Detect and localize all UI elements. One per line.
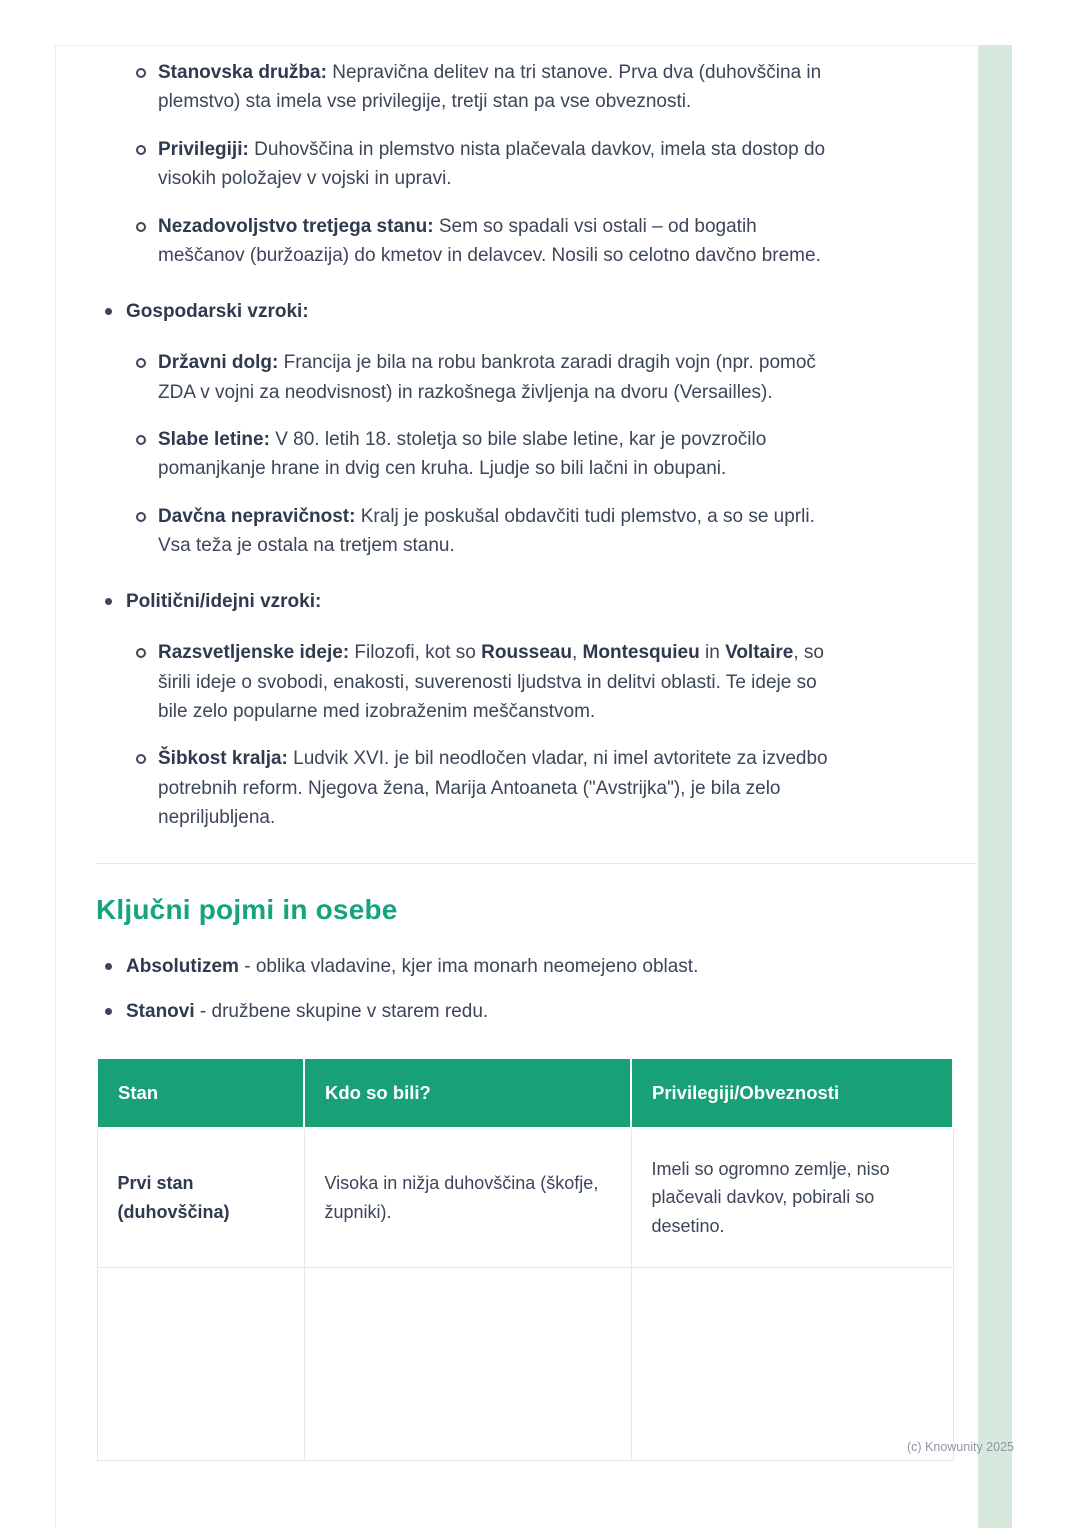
definition-item bbox=[96, 997, 831, 1026]
circle-bullet-icon bbox=[136, 68, 146, 78]
list-item-text: Nezadovoljstvo tretjega stanu: Sem so spadali vsi ostali – od bogatih meščanov (buržoazija) do kmetov in delavcev. Nosili so celotno davčno breme. bbox=[158, 215, 821, 267]
disc-bullet-icon bbox=[105, 598, 112, 605]
footer-credit: (c) Knowunity 2025 bbox=[906, 1440, 1014, 1454]
disc-bullet-icon bbox=[105, 963, 112, 970]
circle-bullet-icon bbox=[136, 145, 146, 155]
circle-bullet-icon bbox=[136, 222, 146, 232]
list-item bbox=[96, 425, 831, 484]
table-header-row bbox=[97, 1058, 953, 1128]
table-row bbox=[97, 1128, 953, 1268]
section-title-text: Gospodarski vzroki: bbox=[126, 300, 309, 322]
section-heading: Ključni pojmi in osebe bbox=[96, 893, 398, 925]
page-content bbox=[56, 46, 977, 1461]
section-title-item bbox=[96, 297, 831, 326]
table-cell-stan: Prvi stan (duhovščina) bbox=[97, 1128, 304, 1268]
list-item-text: Davčna nepravičnost: Kralj je poskušal obdavčiti tudi plemstvo, a so se uprli. Vsa teža je ostala na tretjem stanu. bbox=[158, 505, 815, 557]
accent-stripe bbox=[978, 45, 1012, 1528]
table-cell-privilegiji: Imeli so ogromno zemlje, niso plačevali davkov, pobirali so desetino. bbox=[631, 1128, 953, 1268]
list-item bbox=[96, 502, 831, 561]
list-item-text: Razsvetljenske ideje: Filozofi, kot so Rousseau, Montesquieu in Voltaire, so širili ideje o svobodi, enakosti, suverenosti ljudstva in delitvi oblasti. Te ideje so bile zelo popularne med izobraženim meščanstvom. bbox=[158, 642, 824, 722]
table-row-partial bbox=[97, 1268, 953, 1461]
circle-bullet-icon bbox=[136, 648, 146, 658]
list-item bbox=[96, 135, 831, 194]
list-item-text: Slabe letine: V 80. letih 18. stoletja so bile slabe letine, kar je povzročilo pomanjkanje hrane in dvig cen kruha. Ljudje so bili lačni in obupani. bbox=[158, 428, 767, 480]
table-header-privilegiji: Privilegiji/Obveznosti bbox=[631, 1058, 953, 1128]
table-cell-empty bbox=[97, 1268, 304, 1461]
estates-table bbox=[96, 1057, 954, 1461]
section-title-text: Politični/idejni vzroki: bbox=[126, 590, 322, 612]
circle-bullet-icon bbox=[136, 435, 146, 445]
divider bbox=[96, 863, 976, 864]
section-title-item bbox=[96, 587, 831, 616]
table-cell-empty bbox=[304, 1268, 631, 1461]
list-item bbox=[96, 638, 831, 726]
list-item-text: Stanovska družba: Nepravična delitev na tri stanove. Prva dva (duhovščina in plemstvo) sta imela vse privilegije, tretji stan pa vse obveznosti. bbox=[158, 62, 822, 113]
disc-bullet-icon bbox=[105, 308, 112, 315]
list-item bbox=[96, 348, 831, 407]
definition-item bbox=[96, 952, 831, 981]
table-header-kdo: Kdo so bili? bbox=[304, 1058, 631, 1128]
list-item bbox=[96, 212, 831, 271]
circle-bullet-icon bbox=[136, 754, 146, 764]
list-item bbox=[96, 58, 831, 117]
circle-bullet-icon bbox=[136, 512, 146, 522]
list-item bbox=[96, 744, 831, 832]
disc-bullet-icon bbox=[105, 1008, 112, 1015]
list-item-text: Šibkost kralja: Ludvik XVI. je bil neodločen vladar, ni imel avtoritete za izvedbo potrebnih reform. Njegova žena, Marija Antoaneta ("Avstrijka"), je bila zelo nepriljubljena. bbox=[158, 748, 828, 829]
definition-text: Absolutizem - oblika vladavine, kjer ima monarh neomejeno oblast. bbox=[126, 955, 699, 977]
list-item-text: Državni dolg: Francija je bila na robu bankrota zaradi dragih vojn (npr. pomoč ZDA v vojni za neodvisnost) in razkošnega življenja na dvoru (Versailles). bbox=[158, 352, 816, 403]
page-card bbox=[55, 45, 977, 1528]
circle-bullet-icon bbox=[136, 358, 146, 368]
list-item-text: Privilegiji: Duhovščina in plemstvo nista plačevala davkov, imela sta dostop do visokih položajev v vojski in upravi. bbox=[158, 138, 826, 190]
table-cell-empty bbox=[631, 1268, 953, 1461]
definition-text: Stanovi - družbene skupine v starem redu. bbox=[126, 1001, 489, 1023]
table-cell-kdo: Visoka in nižja duhovščina (škofje, župniki). bbox=[304, 1128, 631, 1268]
table-header-stan: Stan bbox=[97, 1058, 304, 1128]
